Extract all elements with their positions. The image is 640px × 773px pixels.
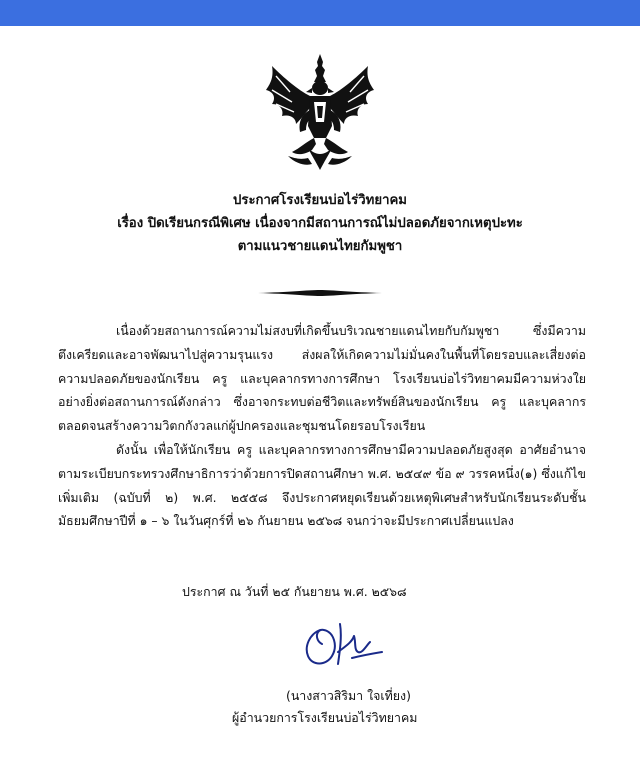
announcement-subject-cont: ตามแนวชายแดนไทยกัมพูชา xyxy=(237,239,403,254)
top-bar xyxy=(0,0,640,26)
announcement-subject: เรื่อง ปิดเรียนกรณีพิเศษ เนื่องจากมีสถานการณ์ไม่ปลอดภัยจากเหตุปะทะ xyxy=(117,216,523,231)
handwritten-signature-icon xyxy=(300,612,386,672)
body-paragraph-1: เนื่องด้วยสถานการณ์ความไม่สงบที่เกิดขึ้นบริเวณชายแดนไทยกับกัมพูชา ซึ่งมีความตึงเครียดและอาจพัฒนาไปสู่ความรุนแรง ส่งผลให้เกิดความไม่มั่นคงในพื้นที่โดยรอบและเสี่ยงต่อความปลอดภัยของนักเรียน ครู และบุคลากรทางการศึกษา โรงเรียนบ่อไร่วิทยาคมมีความห่วงใยอย่างยิ่งต่อสถานการณ์ดังกล่าว ซึ่งอาจกระทบต่อชีวิตและทรัพย์สินของนักเรียน ครู และบุคลากรตลอดจนสร้างความวิตกกังวลแก่ผู้ปกครองและชุมชนโดยรอบโรงเรียน xyxy=(58,323,586,434)
garuda-emblem-icon xyxy=(262,52,378,172)
body-paragraph-2: ดังนั้น เพื่อให้นักเรียน ครู และบุคลากรทางการศึกษามีความปลอดภัยสูงสุด อาศัยอำนาจตามระเบียบกระทรวงศึกษาธิการว่าด้วยการปิดสถานศึกษา พ.ศ. ๒๕๔๙ ข้อ ๙ วรรคหนึ่ง(๑) ซึ่งแก้ไขเพิ่มเติม (ฉบับที่ ๒) พ.ศ. ๒๕๕๘ จึงประกาศหยุดเรียนด้วยเหตุพิเศษสำหรับนักเรียนระดับชั้นมัธยมศึกษาปีที่ ๑ – ๖ ในวันศุกร์ที่ ๒๖ กันยายน ๒๕๖๘ จนกว่าจะมีประกาศเปลี่ยนแปลง xyxy=(58,442,586,529)
announcement-title: ประกาศโรงเรียนบ่อไร่วิทยาคม xyxy=(233,193,407,208)
announcement-date: ประกาศ ณ วันที่ ๒๕ กันยายน พ.ศ. ๒๕๖๘ xyxy=(182,584,407,599)
signer-position: ผู้อำนวยการโรงเรียนบ่อไร่วิทยาคม xyxy=(232,710,418,725)
signer-name: (นางสาวสิริมา ใจเที่ยง) xyxy=(286,688,411,703)
ornamental-divider xyxy=(258,290,382,296)
